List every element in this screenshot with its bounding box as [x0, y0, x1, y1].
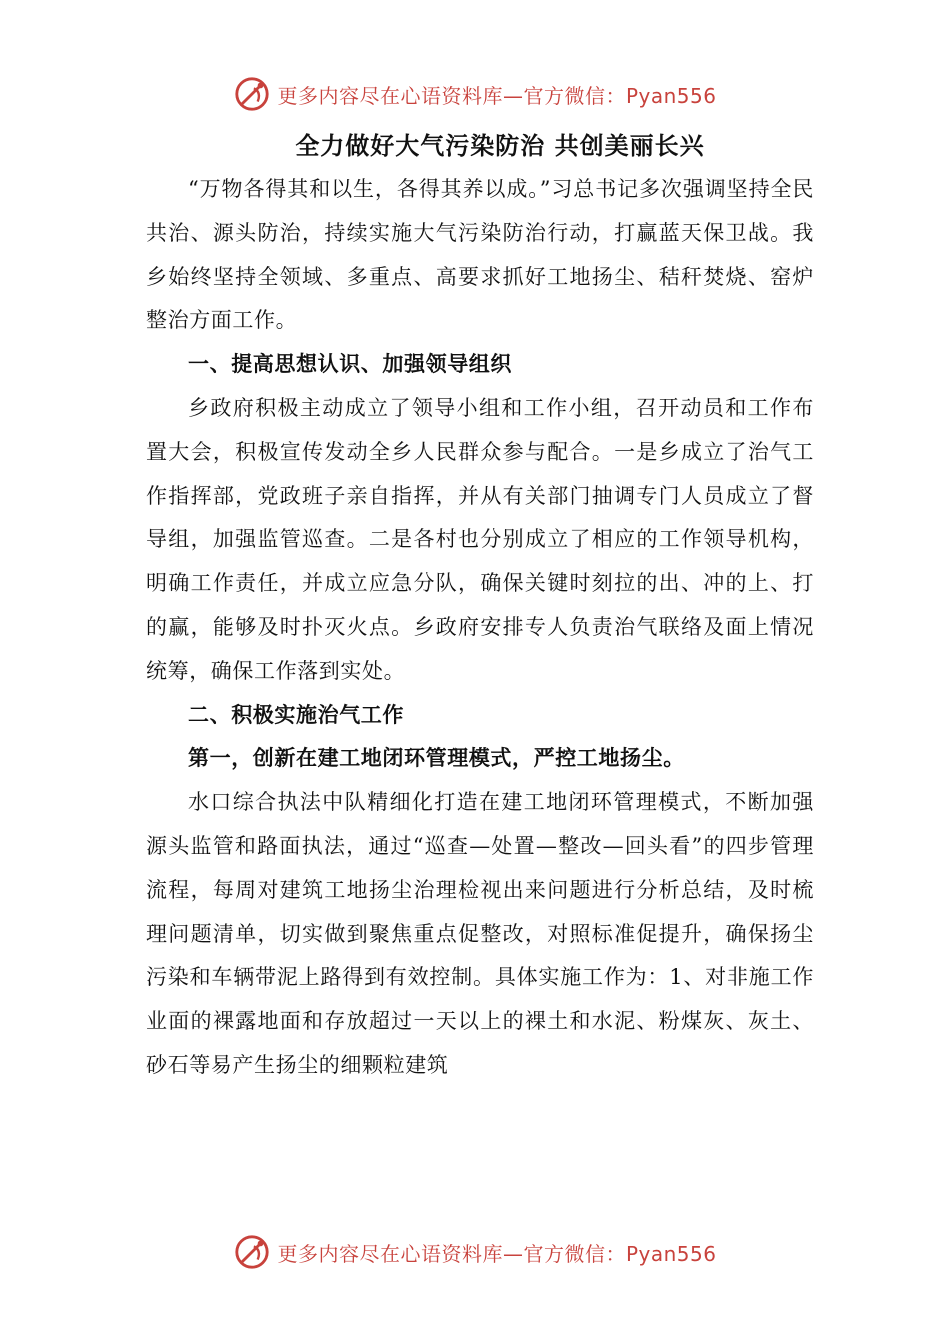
intro-paragraph: “万物各得其和以生，各得其养以成。”习总书记多次强调坚持全民共治、源头防治，持续实施大气污染防治行动，打赢蓝天保卫战。我乡始终坚持全领域、多重点、高要求抓好工地扬尘、秸秆焚烧、窑炉整治方面工作。	[146, 177, 814, 333]
document-body	[146, 124, 814, 1088]
watermark-text: 更多内容尽在心语资料库—官方微信：Pyan556	[277, 1241, 717, 1266]
circle-pen-logo-icon	[233, 1233, 271, 1271]
watermark-banner-bottom	[0, 1230, 950, 1274]
subsection-paragraph-1: 水口综合执法中队精细化打造在建工地闭环管理模式，不断加强源头监管和路面执法，通过“巡查—处置—整改—回头看”的四步管理流程，每周对建筑工地扬尘治理检视出来问题进行分析总结，及时梳理问题清单，切实做到聚焦重点促整改，对照标准促提升，确保扬尘污染和车辆带泥上路得到有效控制。具体实施工作为：1、对非施工作业面的裸露地面和存放超过一天以上的裸土和水泥、粉煤灰、灰土、砂石等易产生扬尘的细颗粒建筑	[146, 790, 814, 1077]
section-heading-2: 二、积极实施治气工作	[188, 702, 404, 727]
watermark-banner-top	[0, 72, 950, 116]
section-heading-1: 一、提高思想认识、加强领导组织	[188, 352, 512, 377]
document-title: 全力做好大气污染防治 共创美丽长兴	[295, 132, 705, 160]
watermark-text: 更多内容尽在心语资料库—官方微信：Pyan556	[277, 83, 717, 108]
section-paragraph-1: 乡政府积极主动成立了领导小组和工作小组，召开动员和工作布置大会，积极宣传发动全乡人民群众参与配合。一是乡成立了治气工作指挥部，党政班子亲自指挥，并从有关部门抽调专门人员成立了督导组，加强监管巡查。二是各村也分别成立了相应的工作领导机构，明确工作责任，并成立应急分队，确保关键时刻拉的出、冲的上、打的赢，能够及时扑灭火点。乡政府安排专人负责治气联络及面上情况统筹，确保工作落到实处。	[146, 395, 814, 683]
circle-pen-logo-icon	[233, 75, 271, 113]
subsection-heading-1: 第一，创新在建工地闭环管理模式，严控工地扬尘。	[188, 746, 685, 771]
